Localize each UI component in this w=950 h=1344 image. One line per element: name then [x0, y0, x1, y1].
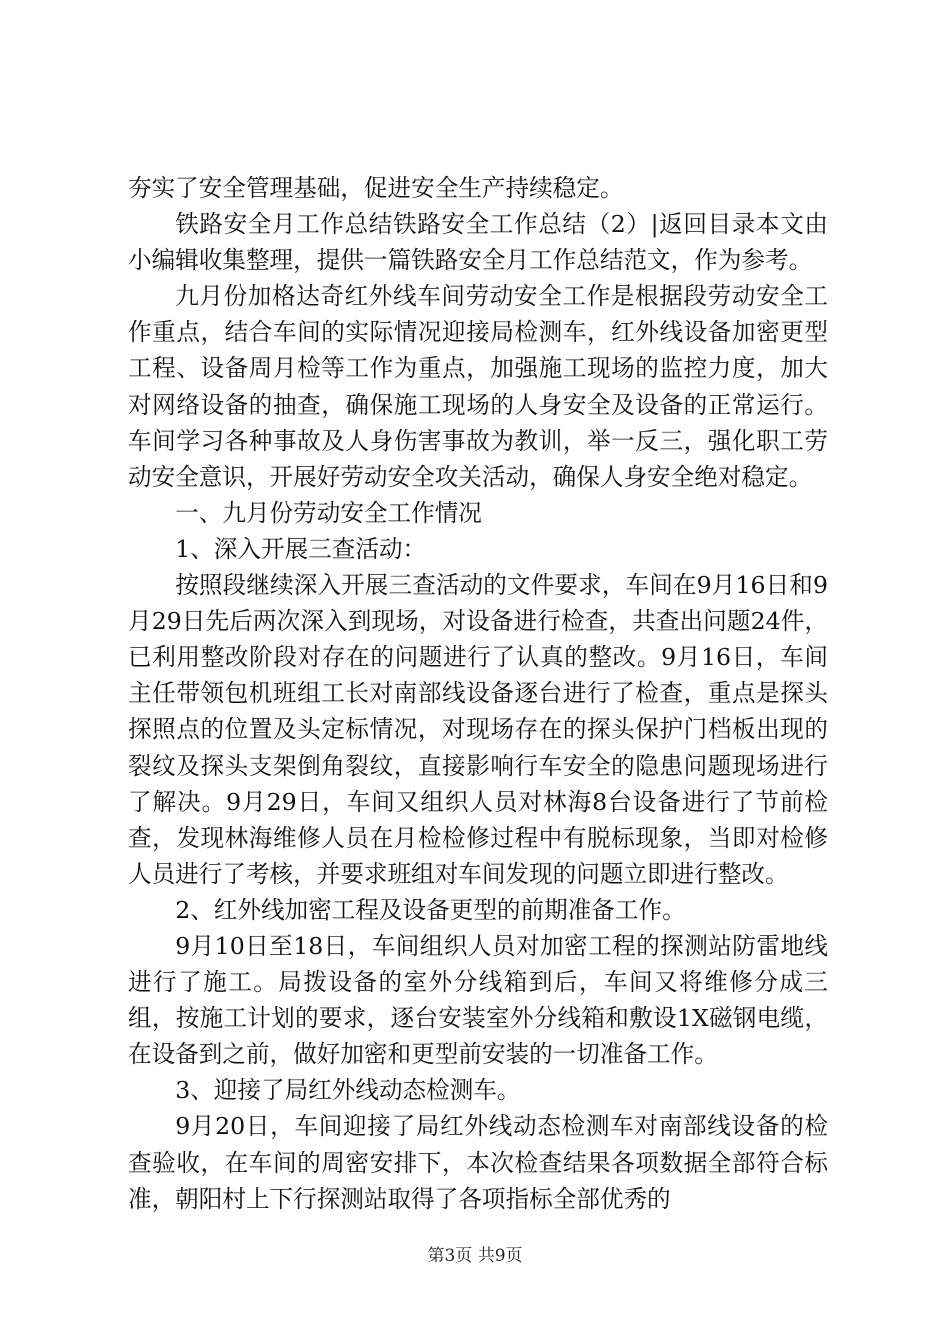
paragraph-3: 九月份加格达奇红外线车间劳动安全工作是根据段劳动安全工作重点，结合车间的实际情况迎接局检测车，红外线设备加密更型工程、设备周月检等工作为重点，加强施工现场的监控力度，加大对网络设备的抽查，确保施工现场的人身安全及设备的正常运行。车间学习各种事故及人身伤害事故为教训，举一反三，强化职工劳动安全意识，开展好劳动安全攻关活动，确保人身安全绝对稳定。 [128, 282, 828, 491]
paragraph-2: 铁路安全月工作总结铁路安全工作总结（2）|返回目录本文由小编辑收集整理，提供一篇铁路安全月工作总结范文，作为参考。 [128, 210, 828, 275]
paragraph-1: 夯实了安全管理基础，促进安全生产持续稳定。 [128, 174, 624, 202]
paragraph-4: 按照段继续深入开展三查活动的文件要求，车间在9月16日和9月29日先后两次深入到现场，对设备进行检查，共查出问题24件，已利用整改阶段对存在的问题进行了认真的整改。9月16日，车间主任带领包机班组工长对南部线设备逐台进行了检查，重点是探头探照点的位置及头定标情况，对现场存在的探头保护门档板出现的裂纹及探头支架倒角裂纹，直接影响行车安全的隐患问题现场进行了解决。9月29日，车间又组织人员对林海8台设备进行了节前检查，发现林海维修人员在月检检修过程中有脱标现象，当即对检修人员进行了考核，并要求班组对车间发现的问题立即进行整改。 [128, 571, 828, 888]
document-body [128, 170, 828, 1217]
page-number-footer: 第3页 共9页 [427, 1246, 523, 1266]
subheading-3: 3、迎接了局红外线动态检测车。 [175, 1076, 521, 1105]
section-heading-1: 一、九月份劳动安全工作情况 [175, 498, 482, 527]
paragraph-6: 9月20日，车间迎接了局红外线动态检测车对南部线设备的检查验收，在车间的周密安排下，本次检查结果各项数据全部符合标准，朝阳村上下行探测站取得了各项指标全部优秀的 [128, 1112, 828, 1213]
subheading-1: 1、深入开展三查活动： [175, 534, 427, 563]
paragraph-5: 9月10日至18日，车间组织人员对加密工程的探测站防雷地线进行了施工。局拨设备的室外分线箱到后，车间又将维修分成三组，按施工计划的要求，逐台安装室外分线箱和敷设1X磁钢电缆，在设备到之前，做好加密和更型前安装的一切准备工作。 [128, 931, 828, 1069]
subheading-2: 2、红外线加密工程及设备更型的前期准备工作。 [175, 895, 686, 924]
